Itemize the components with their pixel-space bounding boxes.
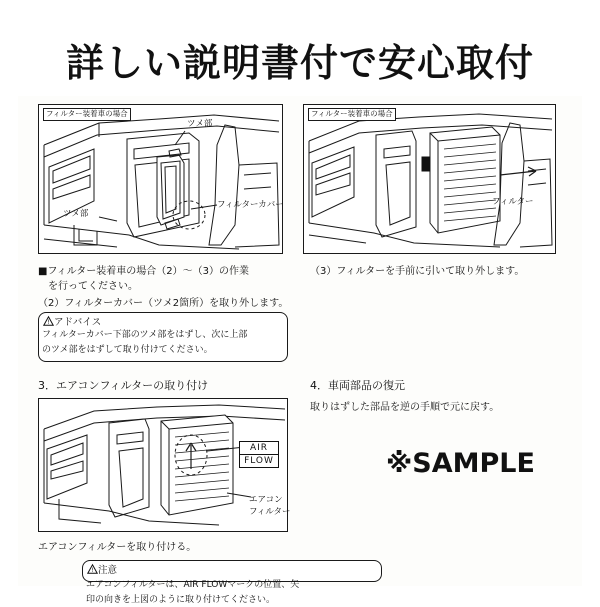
- figure-3-callout-filter-line-2: フィルター: [249, 507, 291, 517]
- advice-line-1: フィルターカバー下部のツメ部をはずし、次に上部: [42, 330, 248, 340]
- figure-2-callout-filter: フィルター: [492, 197, 534, 207]
- section-4-body: 取りはずした部品を逆の手順で元に戻す。: [310, 402, 500, 413]
- caution-header: [87, 562, 377, 576]
- air-flow-line-2: FLOW: [244, 456, 274, 466]
- advice-header-label: アドバイス: [54, 317, 102, 328]
- caution-triangle-icon: [87, 564, 98, 574]
- instruction-sheet: [18, 96, 582, 605]
- sample-watermark: ※SAMPLE: [386, 448, 535, 479]
- page-title: 詳しい説明書付で安心取付: [65, 41, 534, 85]
- figure-1-callout-tab-left: ツメ部: [63, 209, 89, 219]
- figure-3-caption: エアコンフィルターを取り付ける。: [38, 542, 197, 553]
- left-note-line-2: を行ってください。: [38, 281, 138, 292]
- figure-filter-cover-removal: [38, 104, 283, 254]
- caution-line-2: 印の向きを上図のように取り付けてください。: [86, 595, 276, 605]
- section-3-title: 3．エアコンフィルターの取り付け: [38, 379, 209, 392]
- figure-filter-install: [38, 398, 291, 532]
- caution-header-label: 注意: [98, 565, 118, 576]
- warning-triangle-icon: [43, 316, 54, 326]
- caution-line-1: エアコンフィルターは、AIR FLOWマークの位置、矢: [86, 580, 300, 590]
- figure-1-callout-filter-cover: フィルターカバー: [217, 200, 284, 210]
- svg-text:!: !: [91, 567, 94, 575]
- left-note-line-1: ■フィルター装着車の場合（2）～（3）の作業: [38, 266, 249, 277]
- section-4-title: 4．車両部品の復元: [310, 379, 405, 392]
- figure-2-tag: フィルター装着車の場合: [308, 108, 396, 121]
- figure-1-drawing: [39, 105, 284, 255]
- left-note-line-3: （2）フィルターカバー（ツメ2箇所）を取り外します。: [38, 298, 289, 309]
- svg-text:!: !: [47, 319, 50, 327]
- advice-line-2: のツメ部をはずして取り付けてください。: [42, 345, 213, 355]
- advice-header: [43, 314, 283, 328]
- figure-filter-removal: [303, 104, 556, 254]
- figure-3-callout-filter-line-1: エアコン: [249, 495, 283, 505]
- air-flow-line-1: AIR: [240, 442, 278, 455]
- figure-2-drawing: [304, 105, 557, 255]
- right-step-3-text: （3）フィルターを手前に引いて取り外します。: [310, 266, 525, 277]
- figure-1-tag: フィルター装着車の場合: [43, 108, 131, 121]
- air-flow-mark: [239, 441, 279, 468]
- figure-1-callout-tab-top: ツメ部: [187, 119, 213, 129]
